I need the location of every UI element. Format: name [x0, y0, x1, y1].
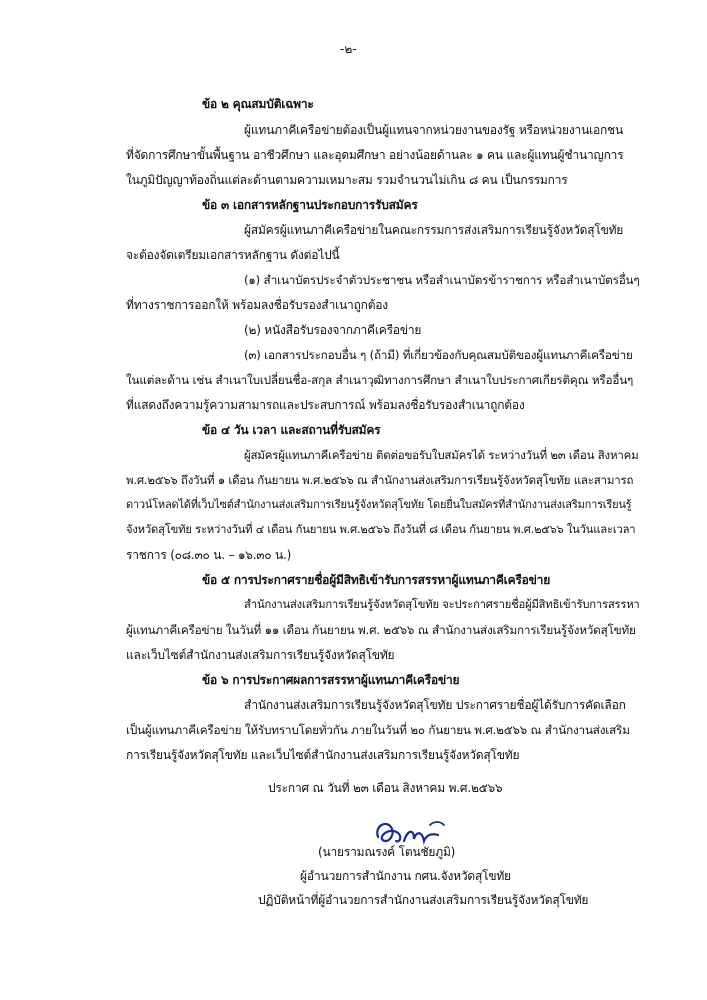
- section-6-line: การเรียนรู้จังหวัดสุโขทัย และเว็บไซต์สำนักงานส่งเสริมการเรียนรู้จังหวัดสุโขทัย: [126, 748, 520, 762]
- section-6-line: เป็นผู้แทนภาคีเครือข่าย ให้รับทราบโดยทั่วกัน ภายในวันที่ ๒๐ กันยายน พ.ศ.๒๕๖๖ ณ สำนักงานส่งเสริม: [126, 723, 630, 737]
- section-2-line: ที่จัดการศึกษาขั้นพื้นฐาน อาชีวศึกษา และอุดมศึกษา อย่างน้อยด้านละ ๑ คน และผู้แทนผู้ชำนาญการ: [126, 148, 624, 162]
- section-6-line: สำนักงานส่งเสริมการเรียนรู้จังหวัดสุโขทัย ประกาศรายชื่อผู้ได้รับการคัดเลือก: [244, 698, 626, 712]
- section-4-line: พ.ศ.๒๕๖๖ ถึงวันที่ ๑ เดือน กันยายน พ.ศ.๒๕๖๖ ณ สำนักงานส่งเสริมการเรียนรู้จังหวัดสุโขทัย และสามารถ: [126, 473, 634, 487]
- section-4-line: จังหวัดสุโขทัย ระหว่างวันที่ ๔ เดือน กันยายน พ.ศ.๒๕๖๖ ถึงวันที่ ๘ เดือน กันยายน พ.ศ.๒๕๖๖ ในวันและเวลา: [126, 523, 636, 536]
- signatory-title: ผู้อำนวยการสำนักงาน กศน.จังหวัดสุโขทัย: [300, 869, 511, 883]
- section-4-line: ดาวน์โหลดได้ที่เว็บไซต์สำนักงานส่งเสริมการเรียนรู้จังหวัดสุโขทัย โดยยื่นใบสมัครที่สำนักงานส่งเสริมการเรียนรู้: [126, 498, 632, 511]
- section-3-item: (๑) สำเนาบัตรประจำตัวประชาชน หรือสำเนาบัตรข้าราชการ หรือสำเนาบัตรอื่นๆ: [244, 273, 640, 287]
- section-3-heading: ข้อ ๓ เอกสารหลักฐานประกอบการรับสมัคร: [202, 198, 418, 212]
- signatory-name: (นายรามณรงค์ โตนชัยภูมิ): [318, 845, 456, 859]
- section-3-line: ในแต่ละด้าน เช่น สำเนาใบเปลี่ยนชื่อ-สกุล สำเนาวุฒิทางการศึกษา สำเนาใบประกาศเกียรติคุณ หรืออื่นๆ: [126, 373, 634, 387]
- page-number: -๒-: [340, 42, 357, 56]
- section-3-item: (๒) หนังสือรับรองจากภาคีเครือข่าย: [244, 323, 422, 337]
- section-3-line: ที่ทางราชการออกให้ พร้อมลงชื่อรับรองสำเนาถูกต้อง: [126, 298, 388, 312]
- section-3-line: ผู้สมัครผู้แทนภาคีเครือข่ายในคณะกรรมการส่งเสริมการเรียนรู้จังหวัดสุโขทัย: [244, 223, 624, 237]
- section-4-heading: ข้อ ๔ วัน เวลา และสถานที่รับสมัคร: [202, 423, 381, 437]
- section-5-line: สำนักงานส่งเสริมการเรียนรู้จังหวัดสุโขทัย จะประกาศรายชื่อผู้มีสิทธิเข้ารับการสรรหา: [244, 598, 640, 611]
- section-5-line: ผู้แทนภาคีเครือข่าย ในวันที่ ๑๑ เดือน กันยายน พ.ศ. ๒๕๖๖ ณ สำนักงานส่งเสริมการเรียนรู้จังหวัดสุโขทัย: [126, 623, 636, 637]
- section-2-line: ผู้แทนภาคีเครือข่ายต้องเป็นผู้แทนจากหน่วยงานของรัฐ หรือหน่วยงานเอกชน: [244, 123, 624, 137]
- section-6-heading: ข้อ ๖ การประกาศผลการสรรหาผู้แทนภาคีเครือข่าย: [202, 673, 460, 687]
- section-3-line: ที่แสดงถึงความรู้ความสามารถและประสบการณ์ พร้อมลงชื่อรับรองสำเนาถูกต้อง: [126, 398, 525, 412]
- section-2-heading: ข้อ ๒ คุณสมบัติเฉพาะ: [202, 97, 314, 111]
- signatory-acting-title: ปฏิบัติหน้าที่ผู้อำนวยการสำนักงานส่งเสริมการเรียนรู้จังหวัดสุโขทัย: [258, 893, 589, 907]
- section-3-item: (๓) เอกสารประกอบอื่น ๆ (ถ้ามี) ที่เกี่ยวข้องกับคุณสมบัติของผู้แทนภาคีเครือข่าย: [244, 348, 633, 362]
- announcement-date: ประกาศ ณ วันที่ ๒๓ เดือน สิงหาคม พ.ศ.๒๕๖๖: [268, 781, 503, 795]
- section-4-line: ผู้สมัครผู้แทนภาคีเครือข่าย ติดต่อขอรับใบสมัครได้ ระหว่างวันที่ ๒๓ เดือน สิงหาคม: [244, 448, 639, 462]
- section-3-line: จะต้องจัดเตรียมเอกสารหลักฐาน ดังต่อไปนี้: [126, 248, 340, 262]
- section-5-line: และเว็บไซต์สำนักงานส่งเสริมการเรียนรู้จังหวัดสุโขทัย: [126, 648, 395, 662]
- section-4-line: ราชการ (๐๘.๓๐ น. – ๑๖.๓๐ น.): [126, 548, 292, 562]
- section-5-heading: ข้อ ๕ การประกาศรายชื่อผู้มีสิทธิเข้ารับการสรรหาผู้แทนภาคีเครือข่าย: [202, 573, 551, 587]
- section-2-line: ในภูมิปัญญาท้องถิ่นแต่ละด้านตามความเหมาะสม รวมจำนวนไม่เกิน ๘ คน เป็นกรรมการ: [126, 173, 568, 187]
